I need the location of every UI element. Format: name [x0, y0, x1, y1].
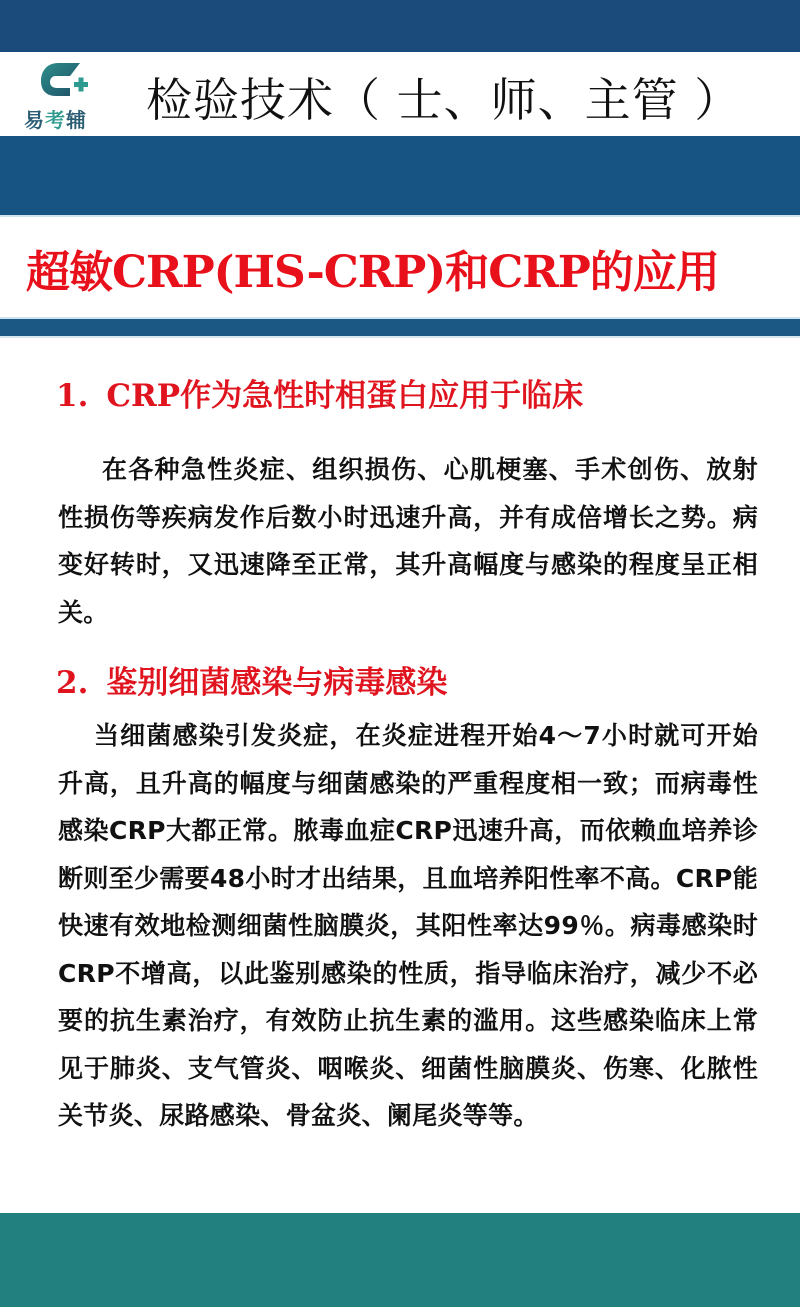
- logo: [22, 60, 102, 130]
- blue-divider-stripe: [0, 317, 800, 338]
- section-body-1: 在各种急性炎症、组织损伤、心肌梗塞、手术创伤、放射性损伤等疾病发作后数小时迅速升高，并有成倍增长之势。病变好转时，又迅速降至正常，其升高幅度与感染的程度呈正相关。: [58, 455, 758, 627]
- section-number: 2.: [56, 665, 89, 701]
- logo-text: 易考辅: [24, 108, 87, 132]
- section-heading-text: CRP作为急性时相蛋白应用于临床: [106, 378, 584, 414]
- course-title: 检验技术（ 士、师、主管 ）: [146, 73, 742, 127]
- section-number: 1.: [56, 378, 89, 414]
- mid-blue-band: [0, 136, 800, 217]
- footer-teal-band: [0, 1213, 800, 1307]
- section-body-2: 当细菌感染引发炎症，在炎症进程开始4～7小时就可开始升高，且升高的幅度与细菌感染的严重程度相一致；而病毒性感染CRP大都正常。脓毒血症CRP迅速升高，而依赖血培养诊断则至少需要48小时才出结果，且血培养阳性率不高。CRP能快速有效地检测细菌性脑膜炎，其阳性率达99％。病毒感染时CRP不增高，以此鉴别感染的性质，指导临床治疗，减少不必要的抗生素治疗，有效防止抗生素的滥用。这些感染临床上常见于肺炎、支气管炎、咽喉炎、细菌性脑膜炎、伤寒、化脓性关节炎、尿路感染、骨盆炎、阑尾炎等等。: [58, 721, 758, 1130]
- e-plus-logo-icon: [36, 60, 92, 102]
- top-blue-band: [0, 0, 800, 52]
- page-title: 超敏CRP(HS-CRP)和CRP的应用: [26, 247, 719, 298]
- section-heading-text: 鉴别细菌感染与病毒感染: [106, 665, 448, 701]
- section-heading-2: [56, 657, 447, 702]
- section-heading-1: [56, 370, 583, 415]
